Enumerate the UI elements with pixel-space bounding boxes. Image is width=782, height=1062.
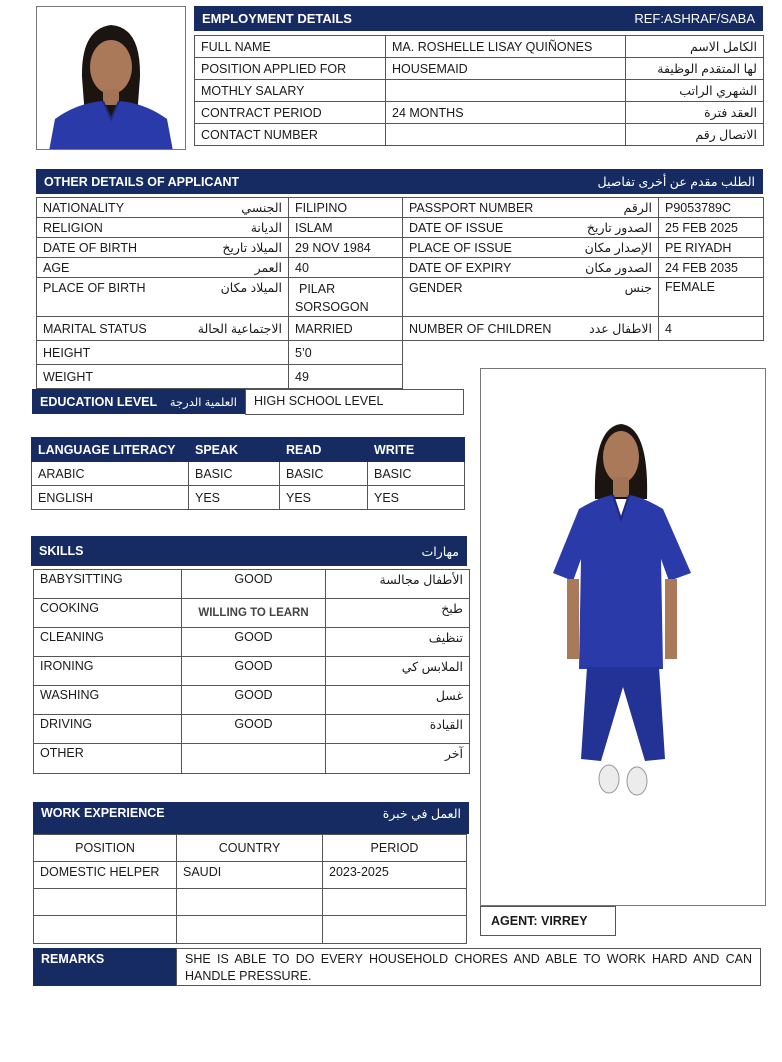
skills-title-arabic: مهارات [421, 544, 459, 559]
field-label-arabic: الصدور مكان [585, 261, 652, 275]
field-label-arabic: الديانة [250, 221, 282, 235]
field-label-arabic: الاتصال رقم [626, 124, 764, 146]
field-label-arabic: الجنسي [241, 201, 282, 215]
field-label: MOTHLY SALARY [195, 80, 386, 102]
education-level-label: EDUCATION LEVEL [40, 394, 158, 409]
read-level: BASIC [280, 462, 368, 486]
table-row [37, 198, 764, 218]
work-position [34, 889, 177, 916]
field-label-arabic: الاطفال عدد [589, 322, 652, 336]
education-level-label-arabic: العلمية الدرجة [169, 396, 237, 409]
table-row [195, 80, 764, 102]
read-level: YES [280, 486, 368, 510]
table-row [37, 341, 403, 365]
field-value: 5’0 [289, 341, 403, 365]
table-row [195, 36, 764, 58]
table-row [34, 570, 470, 599]
field-label: CONTACT NUMBER [195, 124, 386, 146]
skills-title: SKILLS [39, 544, 84, 558]
work-period [323, 889, 467, 916]
skill-level: GOOD [182, 570, 326, 599]
reference-code: REF:ASHRAF/SABA [634, 11, 755, 26]
field-label: NATIONALITY [43, 200, 125, 215]
table-row [34, 862, 467, 889]
table-row [34, 628, 470, 657]
skill-name-arabic: الأطفال مجالسة [326, 570, 470, 599]
skill-name: DRIVING [34, 715, 182, 744]
portrait-photo [36, 6, 186, 150]
table-row [34, 916, 467, 944]
language-name: ENGLISH [32, 486, 189, 510]
full-body-illustration [481, 369, 766, 906]
field-label: HEIGHT [37, 341, 289, 365]
field-value: FILIPINO [289, 198, 403, 218]
skill-name-arabic: الملابس كي [326, 657, 470, 686]
field-label: NUMBER OF CHILDREN [409, 321, 552, 336]
field-label-arabic: الشهري الراتب [626, 80, 764, 102]
field-value: ISLAM [289, 218, 403, 238]
table-header-row [34, 835, 467, 862]
work-country [177, 889, 323, 916]
field-label-arabic: جنس [624, 281, 652, 295]
field-label-arabic: العقد فترة [626, 102, 764, 124]
skills-header [31, 536, 467, 566]
column-header: READ [280, 438, 368, 462]
field-value [386, 80, 626, 102]
employment-details-header [194, 6, 763, 31]
skill-level: GOOD [182, 686, 326, 715]
table-row [195, 124, 764, 146]
place-of-birth-province: SORSOGON [295, 300, 369, 314]
agent-name: AGENT: VIRREY [491, 914, 588, 928]
table-row [37, 317, 764, 341]
field-label-arabic: الميلاد مكان [220, 281, 282, 295]
skills-table [33, 569, 470, 774]
work-experience-title-arabic: العمل في خبرة [382, 807, 461, 821]
skill-name: WASHING [34, 686, 182, 715]
other-details-title-arabic: الطلب مقدم عن أخرى تفاصيل [597, 175, 755, 189]
speak-level: YES [189, 486, 280, 510]
other-details-header [36, 169, 763, 194]
work-position [34, 916, 177, 944]
skill-level: GOOD [182, 628, 326, 657]
table-row [37, 218, 764, 238]
write-level: BASIC [368, 462, 465, 486]
remarks-header [33, 948, 176, 986]
language-name: ARABIC [32, 462, 189, 486]
other-details-table [36, 197, 764, 341]
field-label: DATE OF EXPIRY [409, 260, 512, 275]
field-label-arabic: لها المتقدم الوظيفة [626, 58, 764, 80]
skill-name-arabic: القيادة [326, 715, 470, 744]
table-row [34, 889, 467, 916]
field-label: DATE OF ISSUE [409, 220, 504, 235]
remarks-text: SHE IS ABLE TO DO EVERY HOUSEHOLD CHORES AND ABLE TO WORK HARD AND CAN HANDLE PRESSURE. [185, 952, 752, 983]
field-value: 24 FEB 2035 [659, 258, 764, 278]
skill-level: GOOD [182, 657, 326, 686]
field-value: MARRIED [289, 317, 403, 341]
table-row [34, 686, 470, 715]
education-level-text: HIGH SCHOOL LEVEL [254, 394, 384, 408]
remarks-box [176, 948, 761, 986]
field-label-arabic: العمر [254, 261, 282, 275]
column-header: SPEAK [189, 438, 280, 462]
field-value: 4 [659, 317, 764, 341]
table-row [34, 744, 470, 774]
field-label: GENDER [409, 280, 463, 295]
skill-name-arabic: تنظيف [326, 628, 470, 657]
skill-name-arabic: غسل [326, 686, 470, 715]
table-row [34, 657, 470, 686]
field-value: P9053789C [659, 198, 764, 218]
field-label: PLACE OF ISSUE [409, 240, 512, 255]
work-experience-table [33, 834, 467, 944]
work-experience-title: WORK EXPERIENCE [41, 806, 165, 820]
skill-name-arabic: آخر [326, 744, 470, 774]
skill-level [182, 744, 326, 774]
field-label: CONTRACT PERIOD [195, 102, 386, 124]
agent-box [480, 906, 616, 936]
work-experience-header [33, 802, 469, 834]
field-value: 40 [289, 258, 403, 278]
field-value: MA. ROSHELLE LISAY QUIÑONES [386, 36, 626, 58]
column-header: POSITION [34, 835, 177, 862]
skill-name: COOKING [34, 599, 182, 628]
table-row [34, 599, 470, 628]
skill-name: OTHER [34, 744, 182, 774]
field-label-arabic: الميلاد تاريخ [222, 241, 282, 255]
table-row [195, 58, 764, 80]
field-label-arabic: الرقم [623, 201, 652, 215]
table-header-row [32, 438, 465, 462]
field-value: 24 MONTHS [386, 102, 626, 124]
work-position: DOMESTIC HELPER [34, 862, 177, 889]
table-row [32, 462, 465, 486]
employment-details-table [194, 35, 764, 146]
field-value: 29 NOV 1984 [289, 238, 403, 258]
field-label-arabic: الكامل الاسم [626, 36, 764, 58]
work-country [177, 916, 323, 944]
skill-name: CLEANING [34, 628, 182, 657]
skill-name: BABYSITTING [34, 570, 182, 599]
field-label: PASSPORT NUMBER [409, 200, 534, 215]
skill-name-arabic: طبخ [326, 599, 470, 628]
skill-name: IRONING [34, 657, 182, 686]
table-row [195, 102, 764, 124]
language-literacy-table [31, 437, 465, 510]
table-row [37, 238, 764, 258]
skill-level: GOOD [182, 715, 326, 744]
field-label: POSITION APPLIED FOR [195, 58, 386, 80]
employment-details-title: EMPLOYMENT DETAILS [202, 11, 352, 26]
column-header: PERIOD [323, 835, 467, 862]
write-level: YES [368, 486, 465, 510]
field-value [386, 124, 626, 146]
field-label-arabic: الإصدار مكان [584, 241, 652, 255]
table-row [37, 278, 764, 317]
field-label: DATE OF BIRTH [43, 240, 137, 255]
field-value: PE RIYADH [659, 238, 764, 258]
place-of-birth-town: PILAR [299, 282, 336, 296]
height-weight-table [36, 340, 403, 389]
portrait-illustration [37, 7, 186, 150]
table-row [34, 715, 470, 744]
remarks-label: REMARKS [41, 952, 105, 966]
field-label-arabic: الصدور تاريخ [586, 221, 652, 235]
field-label: PLACE OF BIRTH [43, 280, 146, 295]
field-label-arabic: الاجتماعية الحالة [197, 322, 282, 336]
field-label: FULL NAME [195, 36, 386, 58]
work-period [323, 916, 467, 944]
education-level-value [245, 389, 464, 415]
field-value: 25 FEB 2025 [659, 218, 764, 238]
field-value: 49 [289, 365, 403, 389]
table-row [32, 486, 465, 510]
skill-level: WILLING TO LEARN [182, 599, 326, 628]
field-label: MARITAL STATUS [43, 321, 147, 336]
table-row [37, 365, 403, 389]
education-level-header [32, 389, 245, 414]
field-value: HOUSEMAID [386, 58, 626, 80]
other-details-title: OTHER DETAILS OF APPLICANT [44, 174, 240, 189]
field-label: RELIGION [43, 220, 103, 235]
field-value: FEMALE [659, 278, 764, 317]
table-row [37, 258, 764, 278]
field-label: AGE [43, 260, 70, 275]
field-label: WEIGHT [37, 365, 289, 389]
column-header: WRITE [368, 438, 465, 462]
work-period: 2023-2025 [323, 862, 467, 889]
full-body-photo [480, 368, 766, 906]
speak-level: BASIC [189, 462, 280, 486]
column-header: COUNTRY [177, 835, 323, 862]
work-country: SAUDI [177, 862, 323, 889]
column-header: LANGUAGE LITERACY [32, 438, 189, 462]
